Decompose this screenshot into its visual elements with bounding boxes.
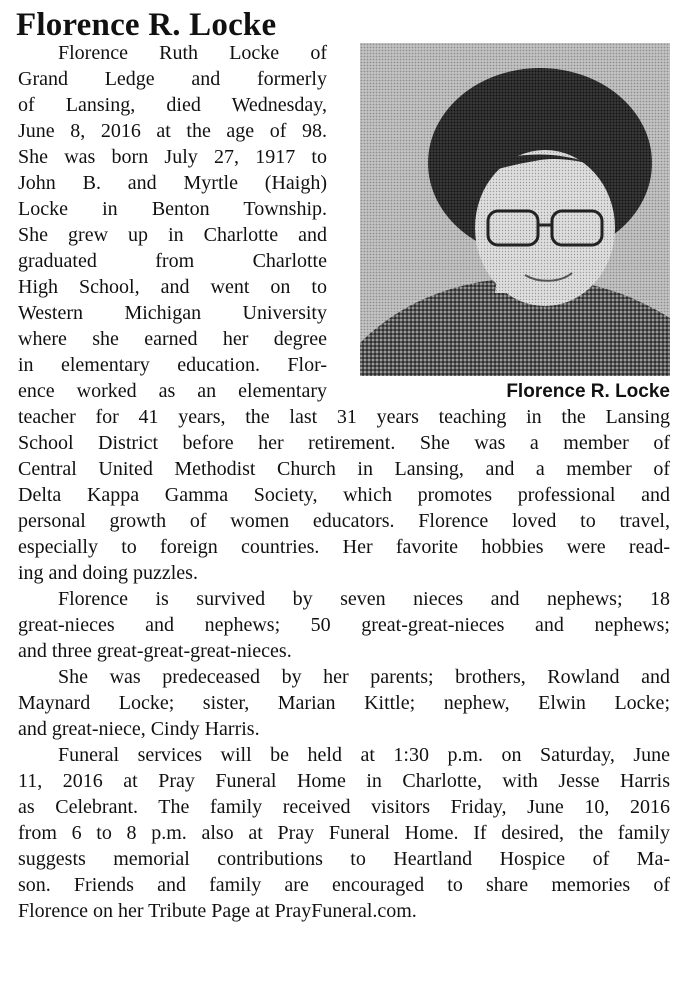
text-line: from 6 to 8 p.m. also at Pray Funeral Home. If desired, the family [18,822,670,844]
text-line: She was born July 27, 1917 to [18,146,327,168]
photo-caption: Florence R. Locke [506,381,670,402]
portrait-photo [360,43,670,376]
text-line: great-nieces and nephews; 50 great-great-nieces and nephews; [18,614,670,636]
text-line: of Lansing, died Wednesday, [18,94,327,116]
text-line: especially to foreign countries. Her favorite hobbies were read- [18,536,670,558]
text-line: She grew up in Charlotte and [18,224,327,246]
text-line: June 8, 2016 at the age of 98. [18,120,327,142]
text-line: Funeral services will be held at 1:30 p.m. on Saturday, June [58,744,670,766]
text-line: Locke in Benton Township. [18,198,327,220]
text-line: Western Michigan University [18,302,327,324]
text-line: in elementary education. Flor- [18,354,327,376]
text-line: She was predeceased by her parents; brothers, Rowland and [58,666,670,688]
text-line: 11, 2016 at Pray Funeral Home in Charlotte, with Jesse Harris [18,770,670,792]
obituary-title: Florence R. Locke [16,7,277,43]
portrait-illustration [360,43,670,376]
text-line: teacher for 41 years, the last 31 years teaching in the Lansing [18,406,670,428]
text-line: Central United Methodist Church in Lansing, and a member of [18,458,670,480]
text-line: ing and doing puzzles. [18,562,198,584]
text-line: Florence is survived by seven nieces and nephews; 18 [58,588,670,610]
text-line: School District before her retirement. She was a member of [18,432,670,454]
text-line: Delta Kappa Gamma Society, which promotes professional and [18,484,670,506]
text-line: Florence on her Tribute Page at PrayFuneral.com. [18,900,417,922]
text-line: Maynard Locke; sister, Marian Kittle; nephew, Elwin Locke; [18,692,670,714]
text-line: suggests memorial contributions to Heartland Hospice of Ma- [18,848,670,870]
text-line: Florence Ruth Locke of [58,42,327,64]
text-line: personal growth of women educators. Florence loved to travel, [18,510,670,532]
text-line: High School, and went on to [18,276,327,298]
text-line: as Celebrant. The family received visitors Friday, June 10, 2016 [18,796,670,818]
text-line: ence worked as an elementary [18,380,327,402]
text-line: graduated from Charlotte [18,250,327,272]
text-line: where she earned her degree [18,328,327,350]
text-line: and great-niece, Cindy Harris. [18,718,260,740]
text-line: Grand Ledge and formerly [18,68,327,90]
text-line: son. Friends and family are encouraged to share memories of [18,874,670,896]
text-line: John B. and Myrtle (Haigh) [18,172,327,194]
text-line: and three great-great-great-nieces. [18,640,292,662]
